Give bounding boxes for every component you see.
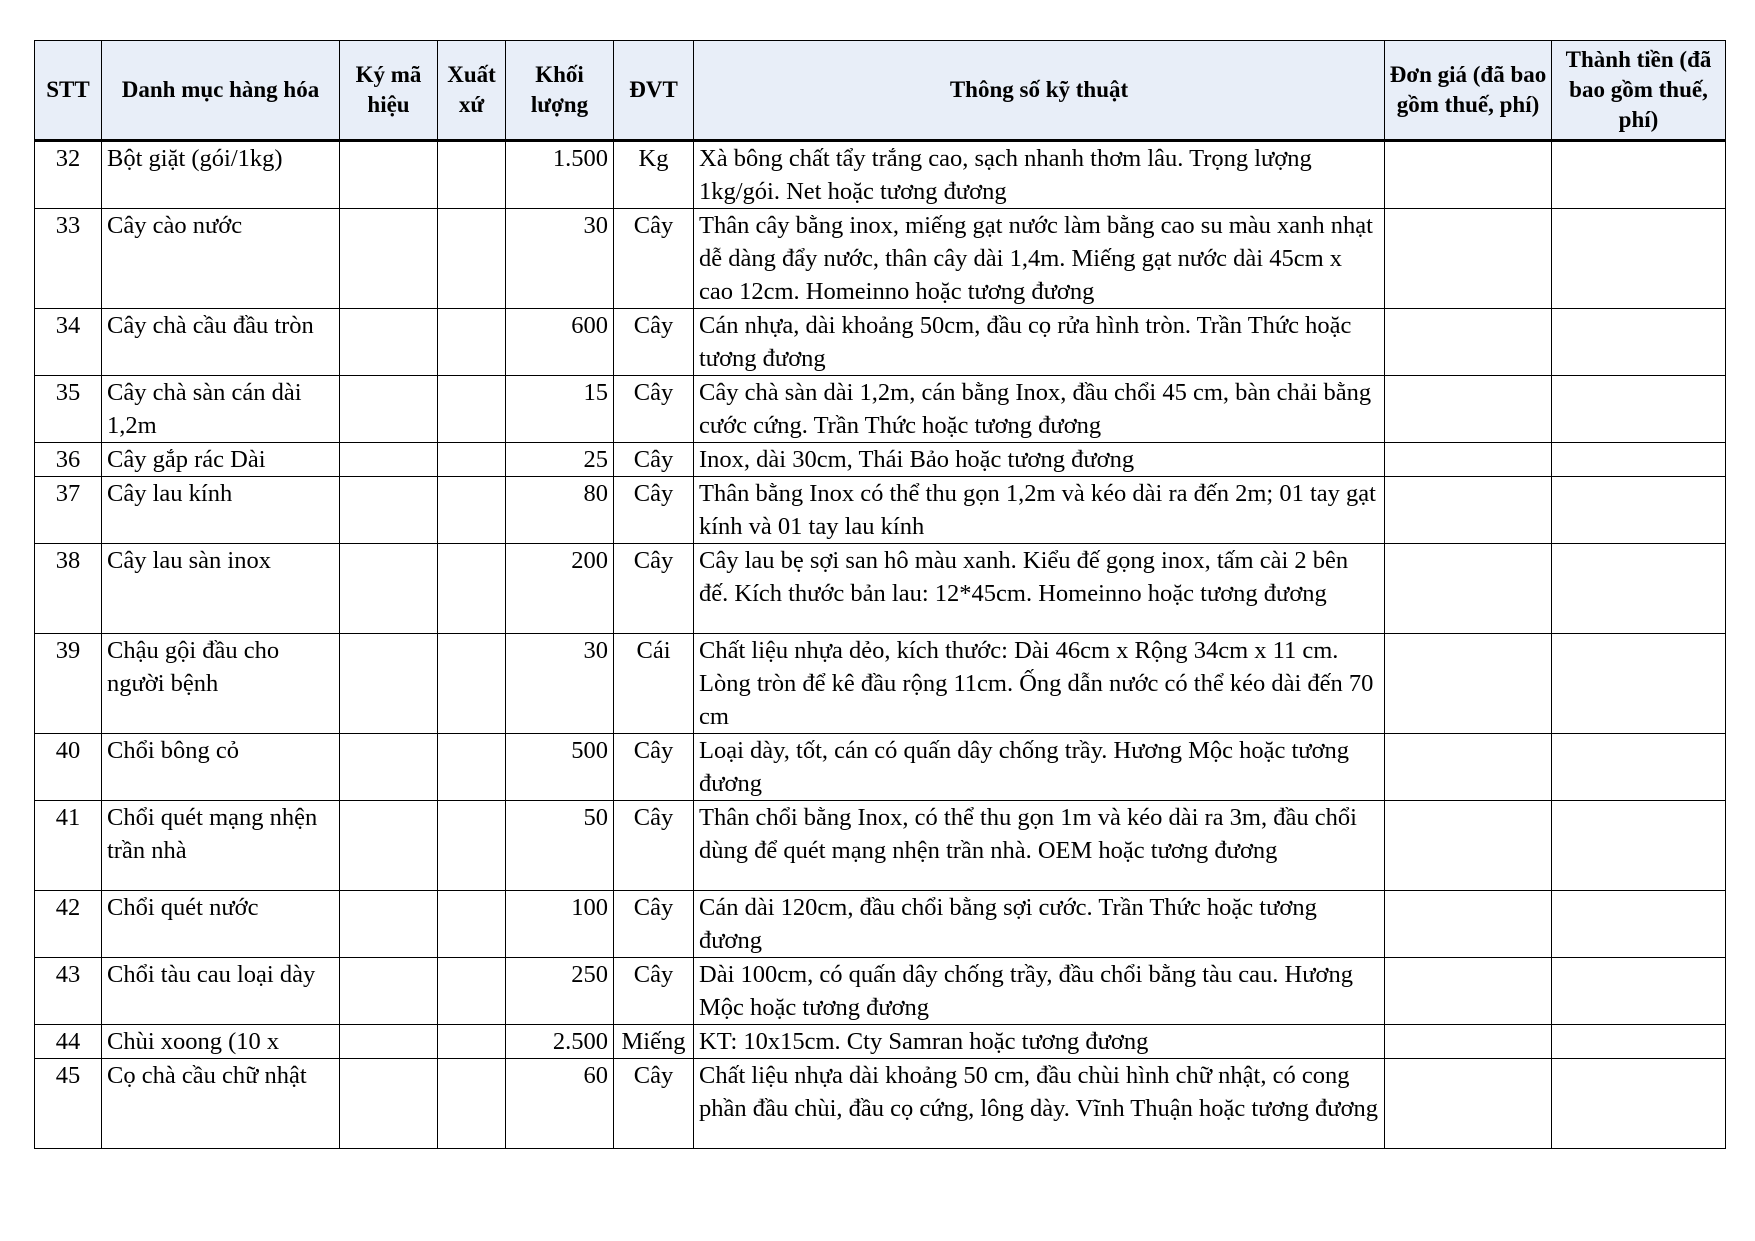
cell-total bbox=[1552, 309, 1726, 376]
cell-name: Cây lau kính bbox=[102, 477, 340, 544]
cell-unit-price bbox=[1385, 309, 1552, 376]
cell-spec: Chất liệu nhựa dài khoảng 50 cm, đầu chùi hình chữ nhật, có cong phần đầu chùi, đầu cọ cứng, lông dày. Vĩnh Thuận hoặc tương đương bbox=[694, 1059, 1385, 1149]
table-row bbox=[35, 1025, 1726, 1059]
cell-code bbox=[340, 891, 438, 958]
cell-code bbox=[340, 376, 438, 443]
goods-table bbox=[34, 40, 1726, 1149]
cell-qty: 100 bbox=[506, 891, 614, 958]
cell-name: Cây chà cầu đầu tròn bbox=[102, 309, 340, 376]
cell-code bbox=[340, 209, 438, 309]
header-stt: STT bbox=[35, 41, 102, 141]
cell-stt: 40 bbox=[35, 734, 102, 801]
table-row bbox=[35, 891, 1726, 958]
cell-stt: 32 bbox=[35, 141, 102, 209]
cell-unit-price bbox=[1385, 1025, 1552, 1059]
cell-origin bbox=[438, 141, 506, 209]
cell-code bbox=[340, 443, 438, 477]
cell-spec: Loại dày, tốt, cán có quấn dây chống trầy. Hương Mộc hoặc tương đương bbox=[694, 734, 1385, 801]
cell-name: Bột giặt (gói/1kg) bbox=[102, 141, 340, 209]
cell-qty: 250 bbox=[506, 958, 614, 1025]
cell-qty: 500 bbox=[506, 734, 614, 801]
cell-name: Chổi tàu cau loại dày bbox=[102, 958, 340, 1025]
cell-unit-price bbox=[1385, 801, 1552, 891]
cell-origin bbox=[438, 801, 506, 891]
cell-qty: 2.500 bbox=[506, 1025, 614, 1059]
table-row bbox=[35, 958, 1726, 1025]
cell-unit-price bbox=[1385, 141, 1552, 209]
table-row bbox=[35, 376, 1726, 443]
cell-unit: Cây bbox=[614, 477, 694, 544]
cell-total bbox=[1552, 141, 1726, 209]
cell-unit: Cây bbox=[614, 309, 694, 376]
cell-unit: Cây bbox=[614, 544, 694, 634]
cell-qty: 600 bbox=[506, 309, 614, 376]
cell-total bbox=[1552, 1059, 1726, 1149]
header-spec: Thông số kỹ thuật bbox=[694, 41, 1385, 141]
cell-name: Cây cào nước bbox=[102, 209, 340, 309]
cell-origin bbox=[438, 443, 506, 477]
cell-unit-price bbox=[1385, 891, 1552, 958]
header-origin: Xuất xứ bbox=[438, 41, 506, 141]
table-row bbox=[35, 634, 1726, 734]
cell-code bbox=[340, 801, 438, 891]
cell-unit: Cây bbox=[614, 443, 694, 477]
cell-spec: Thân chổi bằng Inox, có thể thu gọn 1m và kéo dài ra 3m, đầu chổi dùng để quét mạng nhện trần nhà. OEM hoặc tương đương bbox=[694, 801, 1385, 891]
table-row bbox=[35, 443, 1726, 477]
cell-stt: 45 bbox=[35, 1059, 102, 1149]
cell-name: Chùi xoong (10 x bbox=[102, 1025, 340, 1059]
cell-spec: Chất liệu nhựa dẻo, kích thước: Dài 46cm x Rộng 34cm x 11 cm. Lòng tròn để kê đầu rộng 11cm. Ống dẫn nước có thể kéo dài đến 70 cm bbox=[694, 634, 1385, 734]
cell-code bbox=[340, 309, 438, 376]
cell-origin bbox=[438, 544, 506, 634]
cell-total bbox=[1552, 544, 1726, 634]
cell-origin bbox=[438, 376, 506, 443]
cell-unit: Cây bbox=[614, 376, 694, 443]
cell-spec: Cán nhựa, dài khoảng 50cm, đầu cọ rửa hình tròn. Trần Thức hoặc tương đương bbox=[694, 309, 1385, 376]
cell-unit: Cây bbox=[614, 891, 694, 958]
cell-code bbox=[340, 1059, 438, 1149]
cell-origin bbox=[438, 734, 506, 801]
cell-spec: Cây lau bẹ sợi san hô màu xanh. Kiểu đế gọng inox, tấm cài 2 bên đế. Kích thước bản lau: 12*45cm. Homeinno hoặc tương đương bbox=[694, 544, 1385, 634]
header-qty: Khối lượng bbox=[506, 41, 614, 141]
cell-origin bbox=[438, 958, 506, 1025]
cell-qty: 80 bbox=[506, 477, 614, 544]
cell-code bbox=[340, 544, 438, 634]
cell-name: Cây chà sàn cán dài 1,2m bbox=[102, 376, 340, 443]
table-row bbox=[35, 141, 1726, 209]
cell-total bbox=[1552, 376, 1726, 443]
cell-spec: Cây chà sàn dài 1,2m, cán bằng Inox, đầu chổi 45 cm, bàn chải bằng cước cứng. Trần Thức hoặc tương đương bbox=[694, 376, 1385, 443]
header-total: Thành tiền (đã bao gồm thuế, phí) bbox=[1552, 41, 1726, 141]
cell-total bbox=[1552, 1025, 1726, 1059]
cell-origin bbox=[438, 309, 506, 376]
cell-unit-price bbox=[1385, 958, 1552, 1025]
cell-unit: Cái bbox=[614, 634, 694, 734]
cell-total bbox=[1552, 209, 1726, 309]
header-row bbox=[35, 41, 1726, 141]
cell-total bbox=[1552, 734, 1726, 801]
header-unit: ĐVT bbox=[614, 41, 694, 141]
cell-spec: KT: 10x15cm. Cty Samran hoặc tương đương bbox=[694, 1025, 1385, 1059]
cell-origin bbox=[438, 209, 506, 309]
cell-name: Chậu gội đầu cho người bệnh bbox=[102, 634, 340, 734]
cell-name: Chổi bông cỏ bbox=[102, 734, 340, 801]
cell-unit: Kg bbox=[614, 141, 694, 209]
cell-unit: Cây bbox=[614, 734, 694, 801]
cell-unit-price bbox=[1385, 477, 1552, 544]
cell-total bbox=[1552, 477, 1726, 544]
cell-stt: 42 bbox=[35, 891, 102, 958]
cell-origin bbox=[438, 891, 506, 958]
cell-stt: 38 bbox=[35, 544, 102, 634]
cell-unit-price bbox=[1385, 734, 1552, 801]
cell-qty: 1.500 bbox=[506, 141, 614, 209]
cell-stt: 41 bbox=[35, 801, 102, 891]
cell-unit-price bbox=[1385, 209, 1552, 309]
cell-stt: 34 bbox=[35, 309, 102, 376]
cell-unit-price bbox=[1385, 1059, 1552, 1149]
cell-qty: 25 bbox=[506, 443, 614, 477]
cell-qty: 200 bbox=[506, 544, 614, 634]
cell-qty: 30 bbox=[506, 209, 614, 309]
cell-stt: 36 bbox=[35, 443, 102, 477]
cell-unit-price bbox=[1385, 634, 1552, 734]
cell-spec: Cán dài 120cm, đầu chổi bằng sợi cước. Trần Thức hoặc tương đương bbox=[694, 891, 1385, 958]
cell-stt: 35 bbox=[35, 376, 102, 443]
cell-qty: 30 bbox=[506, 634, 614, 734]
cell-code bbox=[340, 634, 438, 734]
table-row bbox=[35, 801, 1726, 891]
table-row bbox=[35, 734, 1726, 801]
cell-total bbox=[1552, 891, 1726, 958]
cell-total bbox=[1552, 634, 1726, 734]
table-row bbox=[35, 209, 1726, 309]
cell-stt: 43 bbox=[35, 958, 102, 1025]
cell-name: Cây gắp rác Dài bbox=[102, 443, 340, 477]
table-row bbox=[35, 477, 1726, 544]
cell-stt: 44 bbox=[35, 1025, 102, 1059]
header-code: Ký mã hiệu bbox=[340, 41, 438, 141]
cell-origin bbox=[438, 634, 506, 734]
cell-qty: 50 bbox=[506, 801, 614, 891]
cell-code bbox=[340, 141, 438, 209]
cell-spec: Inox, dài 30cm, Thái Bảo hoặc tương đương bbox=[694, 443, 1385, 477]
cell-origin bbox=[438, 1025, 506, 1059]
cell-unit: Miếng bbox=[614, 1025, 694, 1059]
cell-code bbox=[340, 734, 438, 801]
cell-qty: 60 bbox=[506, 1059, 614, 1149]
cell-code bbox=[340, 958, 438, 1025]
header-name: Danh mục hàng hóa bbox=[102, 41, 340, 141]
cell-total bbox=[1552, 958, 1726, 1025]
cell-unit-price bbox=[1385, 544, 1552, 634]
table-row bbox=[35, 544, 1726, 634]
cell-name: Chổi quét mạng nhện trần nhà bbox=[102, 801, 340, 891]
cell-unit: Cây bbox=[614, 801, 694, 891]
cell-stt: 39 bbox=[35, 634, 102, 734]
cell-name: Cọ chà cầu chữ nhật bbox=[102, 1059, 340, 1149]
cell-unit: Cây bbox=[614, 958, 694, 1025]
cell-total bbox=[1552, 801, 1726, 891]
cell-name: Cây lau sàn inox bbox=[102, 544, 340, 634]
cell-spec: Dài 100cm, có quấn dây chống trầy, đầu chổi bằng tàu cau. Hương Mộc hoặc tương đương bbox=[694, 958, 1385, 1025]
cell-unit-price bbox=[1385, 443, 1552, 477]
cell-unit: Cây bbox=[614, 1059, 694, 1149]
header-unit-price: Đơn giá (đã bao gồm thuế, phí) bbox=[1385, 41, 1552, 141]
cell-code bbox=[340, 1025, 438, 1059]
cell-code bbox=[340, 477, 438, 544]
cell-name: Chổi quét nước bbox=[102, 891, 340, 958]
cell-qty: 15 bbox=[506, 376, 614, 443]
cell-unit: Cây bbox=[614, 209, 694, 309]
cell-spec: Thân cây bằng inox, miếng gạt nước làm bằng cao su màu xanh nhạt dễ dàng đẩy nước, thân cây dài 1,4m. Miếng gạt nước dài 45cm x cao 12cm. Homeinno hoặc tương đương bbox=[694, 209, 1385, 309]
cell-stt: 37 bbox=[35, 477, 102, 544]
cell-origin bbox=[438, 477, 506, 544]
table-row bbox=[35, 309, 1726, 376]
table-row bbox=[35, 1059, 1726, 1149]
cell-spec: Xà bông chất tẩy trắng cao, sạch nhanh thơm lâu. Trọng lượng 1kg/gói. Net hoặc tương đương bbox=[694, 141, 1385, 209]
cell-unit-price bbox=[1385, 376, 1552, 443]
cell-total bbox=[1552, 443, 1726, 477]
cell-origin bbox=[438, 1059, 506, 1149]
cell-stt: 33 bbox=[35, 209, 102, 309]
cell-spec: Thân bằng Inox có thể thu gọn 1,2m và kéo dài ra đến 2m; 01 tay gạt kính và 01 tay lau kính bbox=[694, 477, 1385, 544]
